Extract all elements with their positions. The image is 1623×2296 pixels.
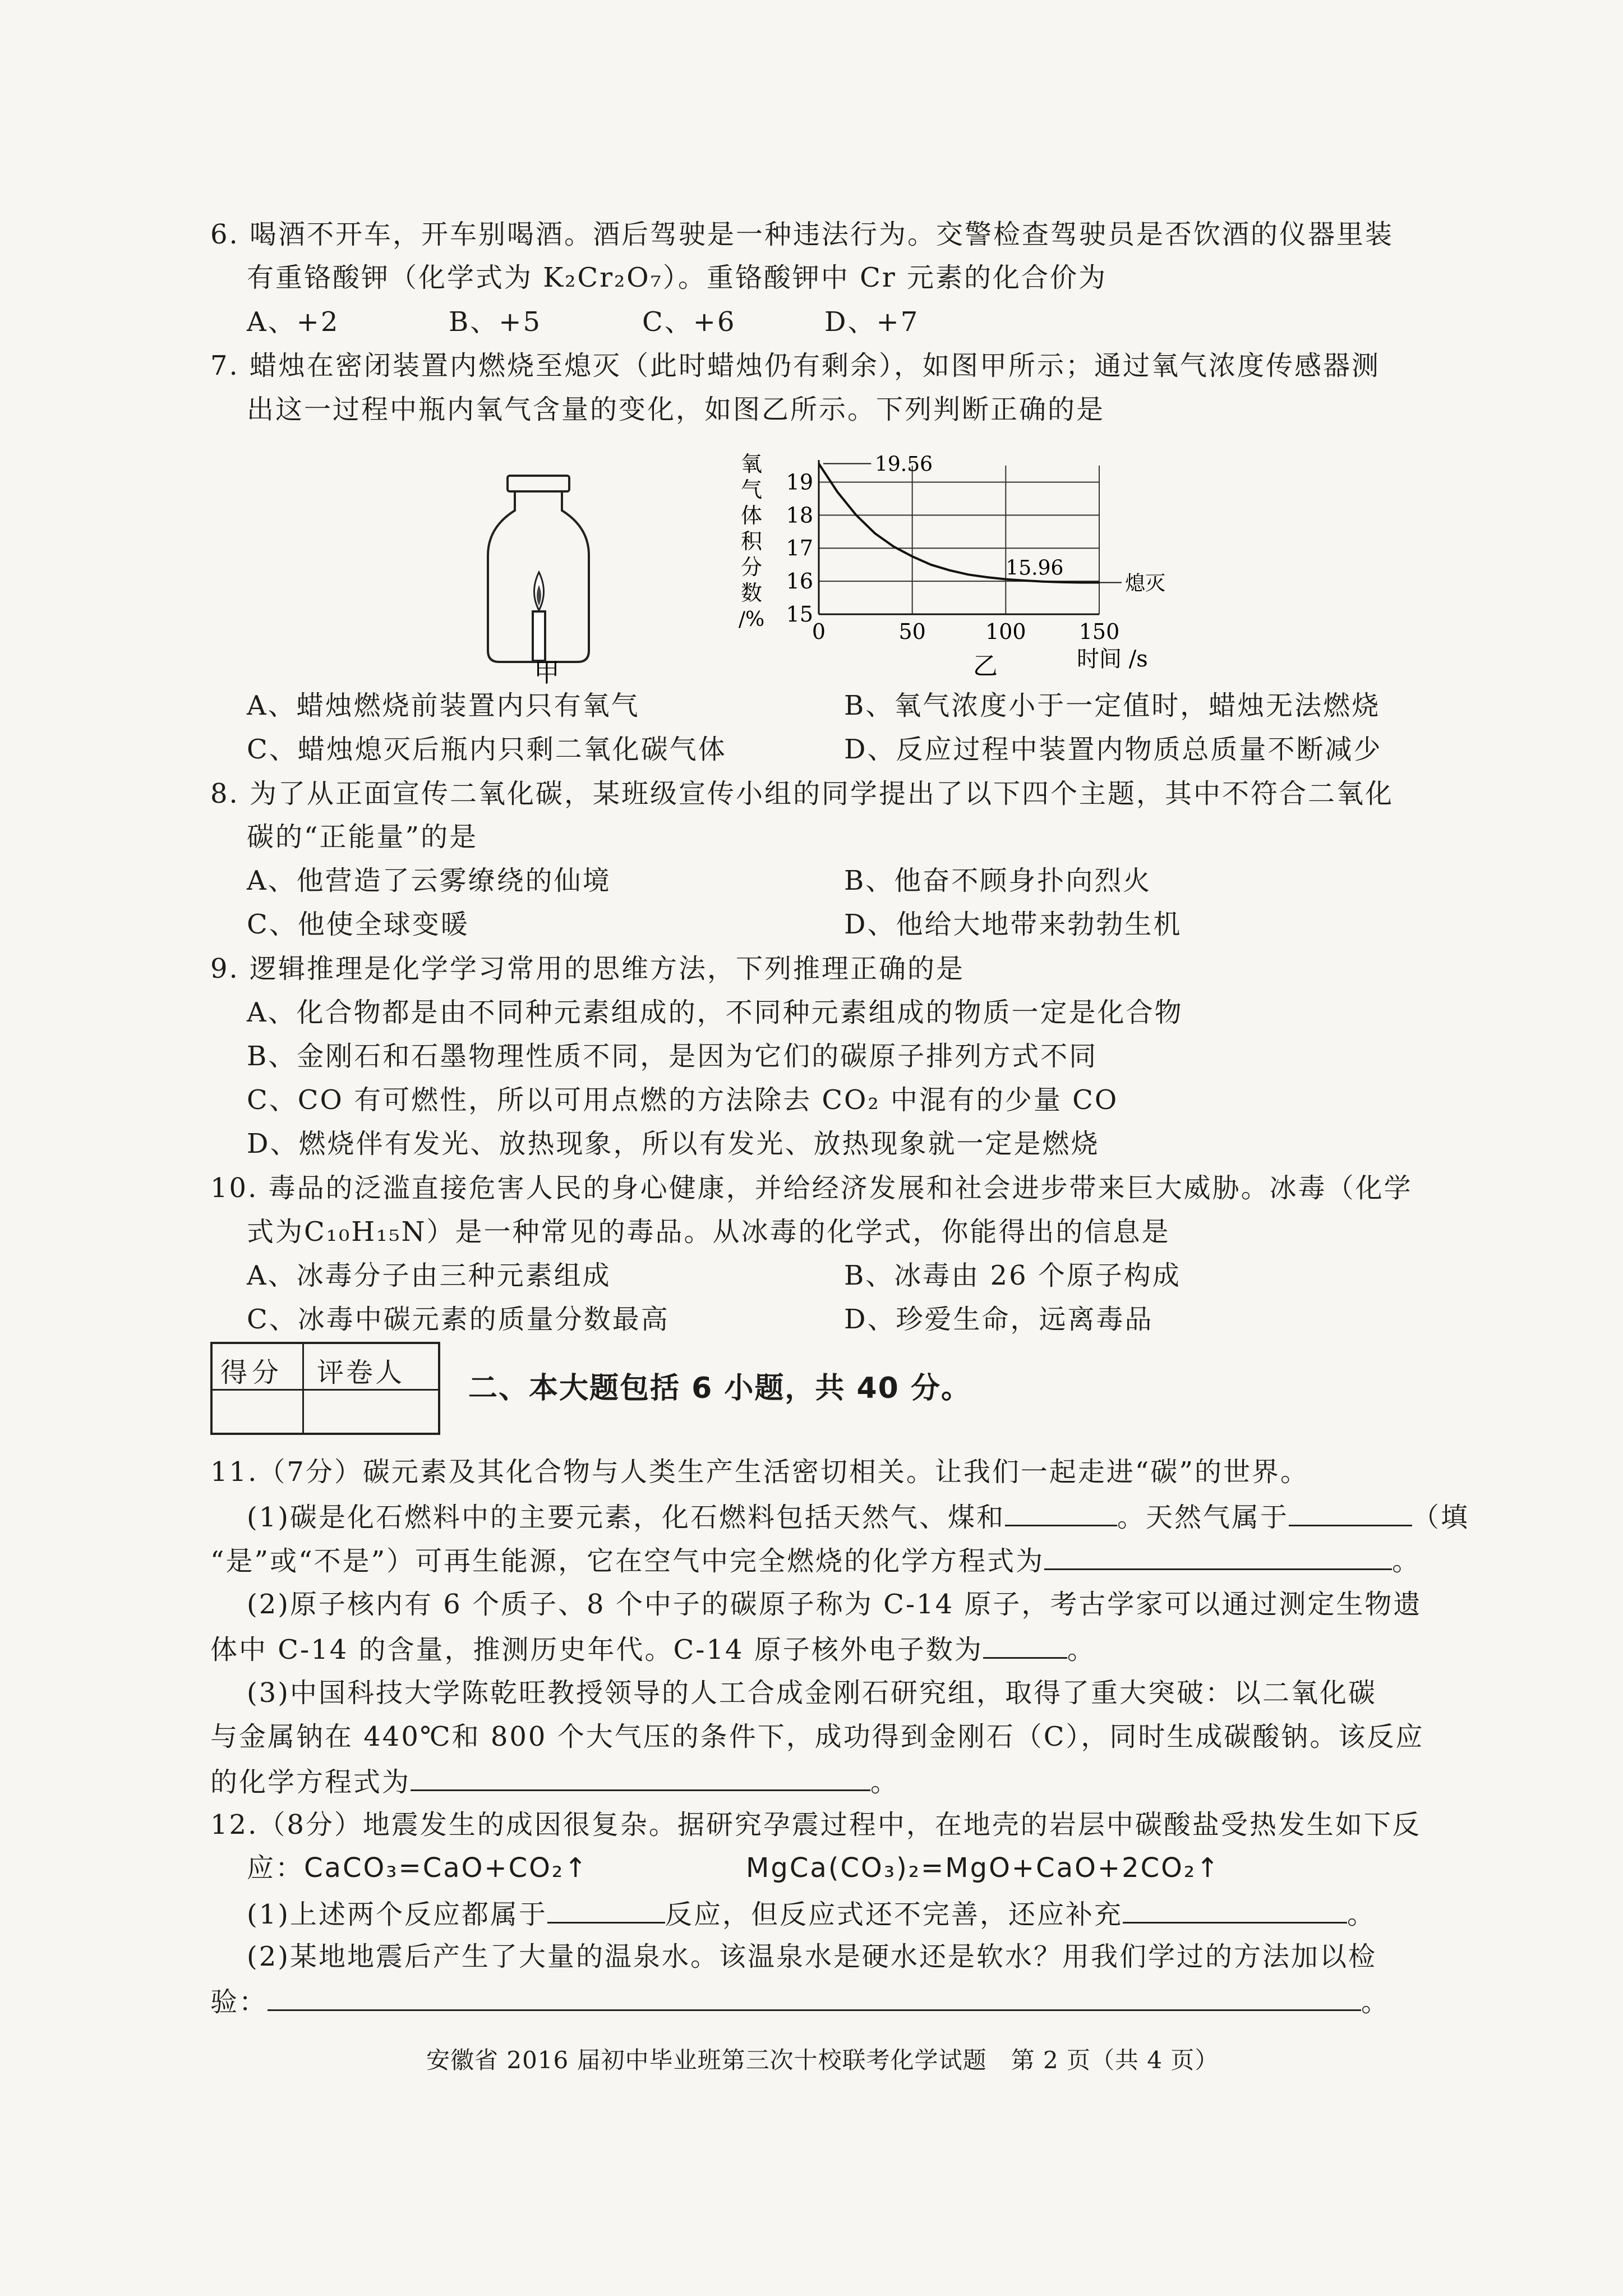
data-point — [986, 577, 988, 578]
data-point — [1061, 581, 1063, 583]
start-value-label: 19.56 — [875, 453, 933, 476]
score-box-divider — [302, 1344, 304, 1433]
y-tick-label: 18 — [786, 503, 813, 528]
q12-line2a: 应： — [247, 1852, 305, 1884]
q12-part1: (1)上述两个反应都属于 反应，但反应式还不完善，还应补充 。 — [247, 1896, 1376, 1931]
q12-part2-line1: (2)某地地震后产生了大量的温泉水。该温泉水是硬水还是软水？用我们学过的方法加以检 — [247, 1941, 1377, 1972]
q7-option-a: A、蜡烛燃烧前装置内只有氧气 — [247, 690, 640, 721]
q9-option-d: D、燃烧伴有发光、放热现象，所以有发光、放热现象就一定是燃烧 — [247, 1128, 1100, 1159]
q9-option-b: B、金刚石和石墨物理性质不同，是因为它们的碳原子排列方式不同 — [247, 1041, 1098, 1072]
q12-line1: 12.（8分）地震发生的成因很复杂。据研究孕震过程中，在地壳的岩层中碳酸盐受热发生如下反 — [210, 1809, 1421, 1841]
q7-option-b: B、氧气浓度小于一定值时，蜡烛无法燃烧 — [844, 690, 1381, 721]
jar-candle-figure — [471, 471, 639, 684]
data-point — [911, 555, 913, 557]
q10-option-d: D、珍爱生命，远离毒品 — [844, 1304, 1154, 1335]
q6-option-b: B、+5 — [449, 306, 542, 338]
data-point — [1080, 582, 1081, 583]
x-tick-label: 50 — [898, 619, 926, 644]
q11-part3-line2: 与金属钠在 440℃和 800 个大气压的条件下，成功得到金刚石（C），同时生成碳酸钠。该反应 — [210, 1721, 1424, 1752]
q11-p1d: “是”或“不是”）可再生能源，它在空气中完全燃烧的化学方程式为 — [210, 1545, 1045, 1577]
end-value-label: 15.96 — [1006, 556, 1064, 580]
q12-p2b: 验： — [210, 1986, 268, 2018]
q11-p3c: 的化学方程式为 — [210, 1766, 411, 1798]
y-tick-label: 15 — [786, 602, 813, 627]
q11-p2b: 体中 C-14 的含量，推测历史年代。C-14 原子核外电子数为 — [210, 1634, 983, 1665]
q9-option-c: C、CO 有可燃性，所以可用点燃的方法除去 CO₂ 中混有的少量 CO — [247, 1084, 1119, 1116]
q11-p1b: 。天然气属于 — [1117, 1502, 1289, 1533]
score-box — [210, 1342, 440, 1435]
x-tick-label: 100 — [985, 619, 1026, 644]
q12-p1b: 反应，但反应式还不完善，还应补充 — [665, 1899, 1123, 1930]
q10-option-c: C、冰毒中碳元素的质量分数最高 — [247, 1304, 670, 1335]
jar-lid — [508, 476, 569, 491]
chart-ticks — [786, 470, 1120, 644]
y-label-char: 积 — [740, 529, 763, 554]
q11-part3-line1: (3)中国科技大学陈乾旺教授领导的人工合成金刚石研究组，取得了重大突破：以二氧化碳 — [247, 1677, 1377, 1709]
q12-part2-line2: 验： 。 — [210, 1984, 1390, 2019]
q12-equation-1: CaCO₃=CaO+CO₂↑ — [304, 1852, 589, 1884]
q11-part3-line3: 的化学方程式为 。 — [210, 1764, 899, 1799]
fig-left-label: 甲 — [534, 657, 560, 684]
extinguish-label: 熄灭 — [1125, 572, 1166, 595]
chart-annotations — [823, 453, 1165, 595]
y-tick-label: 19 — [786, 470, 813, 495]
q9-line1: 9. 逻辑推理是化学学习常用的思维方法，下列推理正确的是 — [210, 953, 965, 984]
chart-caption: 乙 — [973, 652, 998, 679]
q8-line2: 碳的“正能量”的是 — [247, 821, 478, 853]
oxygen-chart — [729, 443, 1178, 679]
q11-blank-fuel[interactable] — [1005, 1499, 1117, 1526]
q6-option-a: A、+2 — [247, 306, 340, 338]
x-tick-label: 0 — [811, 619, 826, 644]
q11-p1a: (1)碳是化石燃料中的主要元素，化石燃料包括天然气、煤和 — [247, 1502, 1005, 1533]
data-point — [874, 532, 876, 534]
score-label: 得分 — [220, 1357, 284, 1388]
q12-blank-test-method[interactable] — [268, 1984, 1361, 2011]
q11-part2-line1: (2)原子核内有 6 个质子、8 个中子的碳原子称为 C-14 原子，考古学家可以通过测定生物遗 — [247, 1589, 1422, 1620]
q8-line1: 8. 为了从正面宣传二氧化碳，某班级宣传小组的同学提出了以下四个主题，其中不符合二氧化 — [210, 778, 1394, 809]
q7-line2: 出这一过程中瓶内氧气含量的变化，如图乙所示。下列判断正确的是 — [247, 394, 1105, 425]
q6-line1: 6. 喝酒不开车，开车别喝酒。酒后驾驶是一种违法行为。交警检查驾驶员是否饮酒的仪器里装 — [210, 219, 1394, 250]
q12-blank-reaction-type[interactable] — [547, 1896, 665, 1924]
q11-blank-diamond-equation[interactable] — [411, 1764, 870, 1791]
q8-option-d: D、他给大地带来勃勃生机 — [844, 909, 1182, 940]
page-footer: 安徽省 2016 届初中毕业班第三次十校联考化学试题 第 2 页（共 4 页） — [426, 2046, 1219, 2074]
q11-blank-equation[interactable] — [1044, 1543, 1392, 1570]
grader-label: 评卷人 — [317, 1357, 405, 1388]
data-point — [1023, 579, 1025, 581]
chart-xlabel: 时间 /s — [1077, 646, 1148, 672]
data-point — [837, 491, 838, 493]
q10-line1: 10. 毒品的泛滥直接危害人民的身心健康，并给经济发展和社会进步带来巨大威胁。冰毒（化学 — [210, 1172, 1413, 1204]
y-label-char: 分 — [740, 555, 763, 579]
q8-option-a: A、他营造了云雾缭绕的仙境 — [247, 865, 611, 896]
q8-option-b: B、他奋不顾身扑向烈火 — [844, 865, 1152, 896]
section-heading: 二、本大题包括 6 小题，共 40 分。 — [468, 1372, 971, 1405]
q7-option-d: D、反应过程中装置内物质总质量不断减少 — [844, 734, 1382, 765]
y-label-char: 氧 — [740, 452, 763, 476]
q6-option-d: D、+7 — [824, 306, 920, 338]
q11-part1-line1 — [247, 1499, 1469, 1534]
x-tick-label: 150 — [1078, 619, 1120, 644]
q12-p1a: (1)上述两个反应都属于 — [247, 1899, 547, 1930]
data-point — [967, 574, 969, 576]
data-point — [818, 463, 820, 464]
q10-option-a: A、冰毒分子由三种元素组成 — [247, 1260, 611, 1291]
data-point — [855, 514, 857, 516]
chart-ylabel — [739, 452, 764, 631]
q11-blank-electrons[interactable] — [983, 1631, 1067, 1659]
q6-line2: 有重铬酸钾（化学式为 K₂Cr₂O₇）。重铬酸钾中 Cr 元素的化合价为 — [247, 262, 1108, 293]
q11-blank-renewable[interactable] — [1289, 1499, 1412, 1526]
y-tick-label: 16 — [786, 569, 813, 594]
candle — [533, 611, 545, 661]
data-point — [1043, 581, 1044, 582]
data-point — [893, 546, 895, 547]
data-point — [949, 569, 951, 571]
data-point — [930, 564, 932, 565]
y-label-char: 体 — [740, 503, 763, 528]
q12-line2 — [247, 1851, 588, 1885]
q9-option-a: A、化合物都是由不同种元素组成的，不同种元素组成的物质一定是化合物 — [247, 997, 1183, 1028]
q8-option-c: C、他使全球变暖 — [247, 909, 469, 940]
y-label-unit: /% — [738, 608, 765, 631]
chart-grid — [819, 466, 1099, 614]
q7-line1: 7. 蜡烛在密闭装置内燃烧至熄灭（此时蜡烛仍有剩余），如图甲所示；通过氧气浓度传感器测 — [210, 350, 1381, 381]
q12-blank-supplement[interactable] — [1123, 1896, 1347, 1924]
y-label-char: 数 — [740, 581, 763, 605]
y-label-char: 气 — [740, 477, 763, 502]
q11-part2-line2: 体中 C-14 的含量，推测历史年代。C-14 原子核外电子数为 。 — [210, 1631, 1096, 1667]
q11-p1c: （填 — [1412, 1502, 1470, 1533]
q7-option-c: C、蜡烛熄灭后瓶内只剩二氧化碳气体 — [247, 734, 727, 765]
q12-equation-2: MgCa(CO₃)₂=MgO+CaO+2CO₂↑ — [746, 1852, 1221, 1884]
y-tick-label: 17 — [786, 536, 813, 561]
chart-axes — [819, 460, 1099, 614]
q11-line1: 11.（7分）碳元素及其化合物与人类生产生活密切相关。让我们一起走进“碳”的世界。 — [210, 1456, 1309, 1488]
q10-line2: 式为C₁₀H₁₅N）是一种常见的毒品。从冰毒的化学式，你能得出的信息是 — [247, 1216, 1170, 1248]
q11-part1-line2: “是”或“不是”）可再生能源，它在空气中完全燃烧的化学方程式为 。 — [210, 1543, 1421, 1578]
q6-option-c: C、+6 — [642, 306, 736, 338]
q10-option-b: B、冰毒由 26 个原子构成 — [844, 1260, 1181, 1291]
